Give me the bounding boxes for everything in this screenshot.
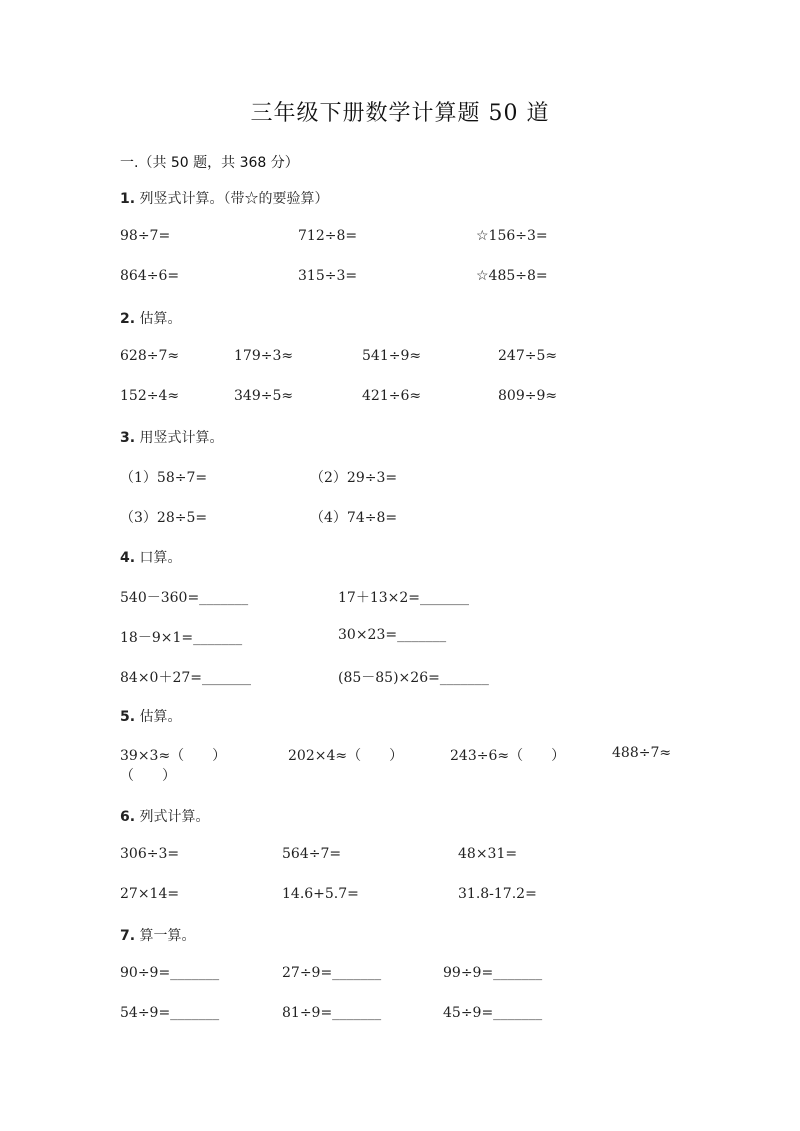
problem-item: 349÷5≈ [234, 388, 294, 404]
question-4-heading [120, 547, 182, 567]
question-instruction: 列式计算。 [135, 809, 210, 825]
question-4-row [0, 667, 800, 687]
question-5-heading [120, 706, 182, 726]
problem-item: 17＋13×2=_______ [338, 590, 469, 606]
problem-item: 152÷4≈ [120, 388, 180, 404]
page-title: 三年级下册数学计算题 50 道 [250, 101, 550, 126]
problem-item: （4）74÷8= [310, 510, 398, 526]
problem-item: 90÷9=_______ [120, 965, 220, 981]
problem-item: 31.8-17.2= [458, 886, 537, 902]
problem-item: 247÷5≈ [498, 348, 558, 364]
question-instruction: 估算。 [135, 311, 182, 327]
question-number: 1. [120, 191, 136, 207]
problem-item: 306÷3= [120, 846, 180, 862]
problem-item: 488÷7≈ [612, 745, 672, 761]
question-6-heading [120, 806, 210, 826]
problem-item: ☆485÷8= [476, 268, 548, 284]
problem-item: 179÷3≈ [234, 348, 294, 364]
question-instruction: 算一算。 [135, 928, 196, 944]
question-7-heading [120, 925, 196, 945]
problem-item: 864÷6= [120, 268, 180, 284]
question-instruction: 估算。 [135, 709, 182, 725]
question-instruction: 口算。 [135, 550, 182, 566]
problem-item: 45÷9=_______ [443, 1005, 543, 1021]
problem-item: (85－85)×26=_______ [338, 670, 489, 686]
question-2-row [0, 388, 800, 408]
question-3-heading [120, 427, 224, 447]
problem-item: 315÷3= [298, 268, 358, 284]
question-1-heading [120, 188, 329, 208]
question-number: 4. [120, 550, 136, 566]
question-instruction: 列竖式计算。（带☆的要验算） [135, 191, 329, 207]
question-number: 2. [120, 311, 136, 327]
problem-item: 39×3≈（ ） [120, 748, 227, 764]
problem-item: 99÷9=_______ [443, 965, 543, 981]
problem-item: 18－9×1=_______ [120, 630, 243, 646]
problem-item: 809÷9≈ [498, 388, 558, 404]
section-heading: 一.（共 50 题，共 368 分） [120, 155, 299, 171]
problem-item: （1）58÷7= [120, 470, 208, 486]
problem-item: 81÷9=_______ [282, 1005, 382, 1021]
question-5-row [0, 765, 800, 785]
question-7-row [0, 1005, 800, 1025]
problem-item: （3）28÷5= [120, 510, 208, 526]
problem-item: 628÷7≈ [120, 348, 180, 364]
question-number: 5. [120, 709, 136, 725]
question-number: 7. [120, 928, 136, 944]
problem-item: 14.6+5.7= [282, 886, 359, 902]
problem-item: 27×14= [120, 886, 180, 902]
problem-item: 243÷6≈（ ） [450, 748, 566, 764]
problem-item: 30×23=_______ [338, 627, 447, 643]
question-7-row [0, 965, 800, 985]
question-5-row [0, 745, 800, 765]
problem-item: 48×31= [458, 846, 518, 862]
problem-item: 712÷8= [298, 228, 358, 244]
question-4-row [0, 627, 800, 647]
question-3-row [0, 467, 800, 487]
problem-item: 421÷6≈ [362, 388, 422, 404]
question-1-row [0, 228, 800, 248]
question-number: 6. [120, 809, 136, 825]
problem-item: 541÷9≈ [362, 348, 422, 364]
problem-item: （ ） [120, 768, 176, 784]
problem-item: 84×0＋27=_______ [120, 670, 251, 686]
question-4-row [0, 587, 800, 607]
question-number: 3. [120, 430, 136, 446]
problem-item: 27÷9=_______ [282, 965, 382, 981]
question-1-row [0, 268, 800, 288]
question-6-row [0, 886, 800, 906]
question-2-row [0, 348, 800, 368]
problem-item: 54÷9=_______ [120, 1005, 220, 1021]
problem-item: 540－360=_______ [120, 590, 249, 606]
question-instruction: 用竖式计算。 [135, 430, 224, 446]
question-3-row [0, 507, 800, 527]
question-6-row [0, 846, 800, 866]
question-2-heading [120, 308, 182, 328]
problem-item: 98÷7= [120, 228, 171, 244]
problem-item: 564÷7= [282, 846, 342, 862]
problem-item: ☆156÷3= [476, 228, 548, 244]
problem-item: 202×4≈（ ） [288, 748, 404, 764]
problem-item: （2）29÷3= [310, 470, 398, 486]
